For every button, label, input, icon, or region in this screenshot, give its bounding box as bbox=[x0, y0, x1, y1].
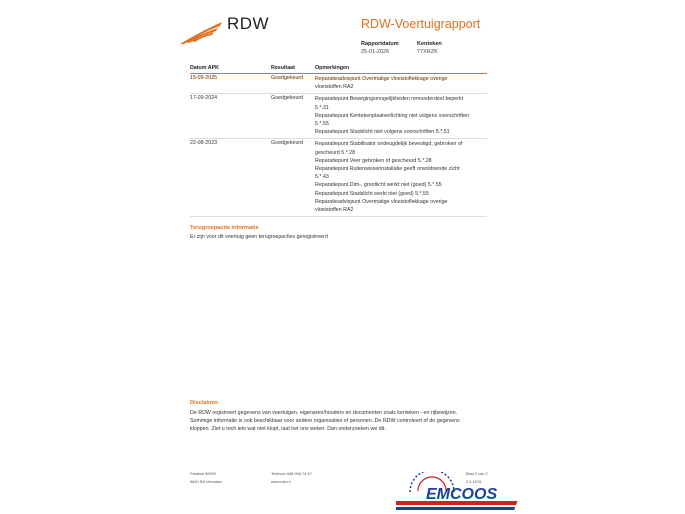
footer-contact bbox=[271, 470, 312, 486]
footer-phone: Telefoon 088 008 74 47 bbox=[271, 471, 312, 476]
footer-web: www.rdw.nl bbox=[271, 479, 291, 484]
row-result: Goedgekeurd bbox=[271, 140, 304, 147]
row-result: Goedgekeurd bbox=[271, 95, 304, 102]
remark-line: 5.*.31 bbox=[315, 104, 329, 111]
remark-line: Reparatieadvispunt Overmatige vloeistoflekkage overige bbox=[315, 76, 448, 82]
row-remarks bbox=[315, 95, 487, 136]
remark-line: 5.*.55 bbox=[315, 121, 329, 128]
recall-text: Er zijn voor dit voertuig geen terugroepacties geregistreerd bbox=[190, 234, 328, 240]
remark-line: Reparatiepunt Ruitenwisserinstallatie geeft onvoldoende zicht bbox=[315, 166, 460, 173]
plate-block bbox=[417, 40, 442, 56]
logo-text: RDW bbox=[227, 14, 270, 33]
row-date: 15-09-2025 bbox=[190, 75, 218, 81]
table-row bbox=[190, 74, 487, 94]
remark-line: Reparatiepunt Bewegingsmogelijkheden remonderdeel beperkt bbox=[315, 96, 464, 103]
remark-line: gescheurd 5.*.28 bbox=[315, 149, 356, 156]
row-date: 22-08-2023 bbox=[190, 140, 218, 147]
footer-version: 2.5.1678 bbox=[466, 479, 482, 484]
apk-table bbox=[190, 65, 487, 217]
row-remarks bbox=[315, 140, 487, 214]
remark-line: Reparatiepunt Kentekenplaatverlichting niet volgens voorschriften bbox=[315, 112, 469, 119]
row-date: 17-09-2024 bbox=[190, 95, 218, 102]
remark-line: vloeistoffen RA2 bbox=[315, 84, 354, 91]
footer-page: Blad 2 van 2 bbox=[466, 471, 488, 476]
plate-label: Kenteken bbox=[417, 41, 442, 47]
report-title: RDW-Voertuigrapport bbox=[361, 17, 481, 31]
remark-line: Reparatieadvispunt Overmatige vloeistoflekkage overige bbox=[315, 198, 448, 205]
remark-line: vloeistoffen RA2 bbox=[315, 207, 354, 214]
recall-title: Terugroepactie informatie bbox=[190, 225, 259, 231]
disclaimer-line: kloppen. Ziet u toch iets wat niet klopt, laat het ons weten. Dan onderzoeken we dit. bbox=[190, 426, 386, 433]
remark-line: 5.*.43 bbox=[315, 174, 329, 181]
footer-city: 9640 RA Veendam bbox=[190, 479, 223, 484]
footer-address bbox=[190, 470, 222, 486]
emcoos-brand-text: EMCOOS bbox=[426, 486, 498, 503]
report-date-label: Rapportdatum bbox=[361, 41, 399, 47]
remark-line: Reparatiepunt Dim-, grootlicht werkt niet (goed) 5.*.55 bbox=[315, 182, 442, 189]
remark-line: Reparatiepunt Stadslicht werkt niet (goed) 5.*.55 bbox=[315, 190, 429, 197]
report-date-block bbox=[361, 40, 399, 56]
disclaimer-title: Disclaimer bbox=[190, 400, 219, 406]
plate-value: 77XRZK bbox=[417, 49, 438, 55]
rdw-wing-logo-icon bbox=[178, 20, 224, 46]
footer-postbus: Postbus 30000 bbox=[190, 471, 216, 476]
table-row bbox=[190, 94, 487, 139]
table-row bbox=[190, 139, 487, 217]
remark-line: Reparatiepunt Veer gebroken of gescheurd 5.*.28 bbox=[315, 157, 432, 164]
report-date-value: 25-01-2026 bbox=[361, 49, 390, 55]
emcoos-watermark-logo bbox=[396, 472, 528, 514]
disclaimer-text bbox=[190, 409, 490, 434]
disclaimer-line: De RDW registreert gegevens van voertuigen, eigenaren/houders en documenten zoals kenteken - en rijbewijzen. bbox=[190, 410, 458, 416]
row-result: Goedgekeurd bbox=[271, 75, 304, 81]
remark-line: Reparatiepunt Stadslicht niet volgens voorschriften 5.*.51 bbox=[315, 129, 450, 136]
remark-line: Reparatiepunt Stabilisator ondeugdelijk bevestigd, gebroken of bbox=[315, 141, 463, 148]
row-remarks bbox=[315, 75, 487, 91]
disclaimer-line: Sommige informatie is ook beschikbaar voor andere organisaties of personen. De RDW controleert of de gegevens bbox=[190, 418, 460, 425]
col-remarks: Opmerkingen bbox=[315, 65, 350, 71]
apk-table-header bbox=[190, 65, 487, 74]
col-date-apk: Datum APK bbox=[190, 65, 219, 71]
col-result: Resultaat bbox=[271, 65, 295, 71]
